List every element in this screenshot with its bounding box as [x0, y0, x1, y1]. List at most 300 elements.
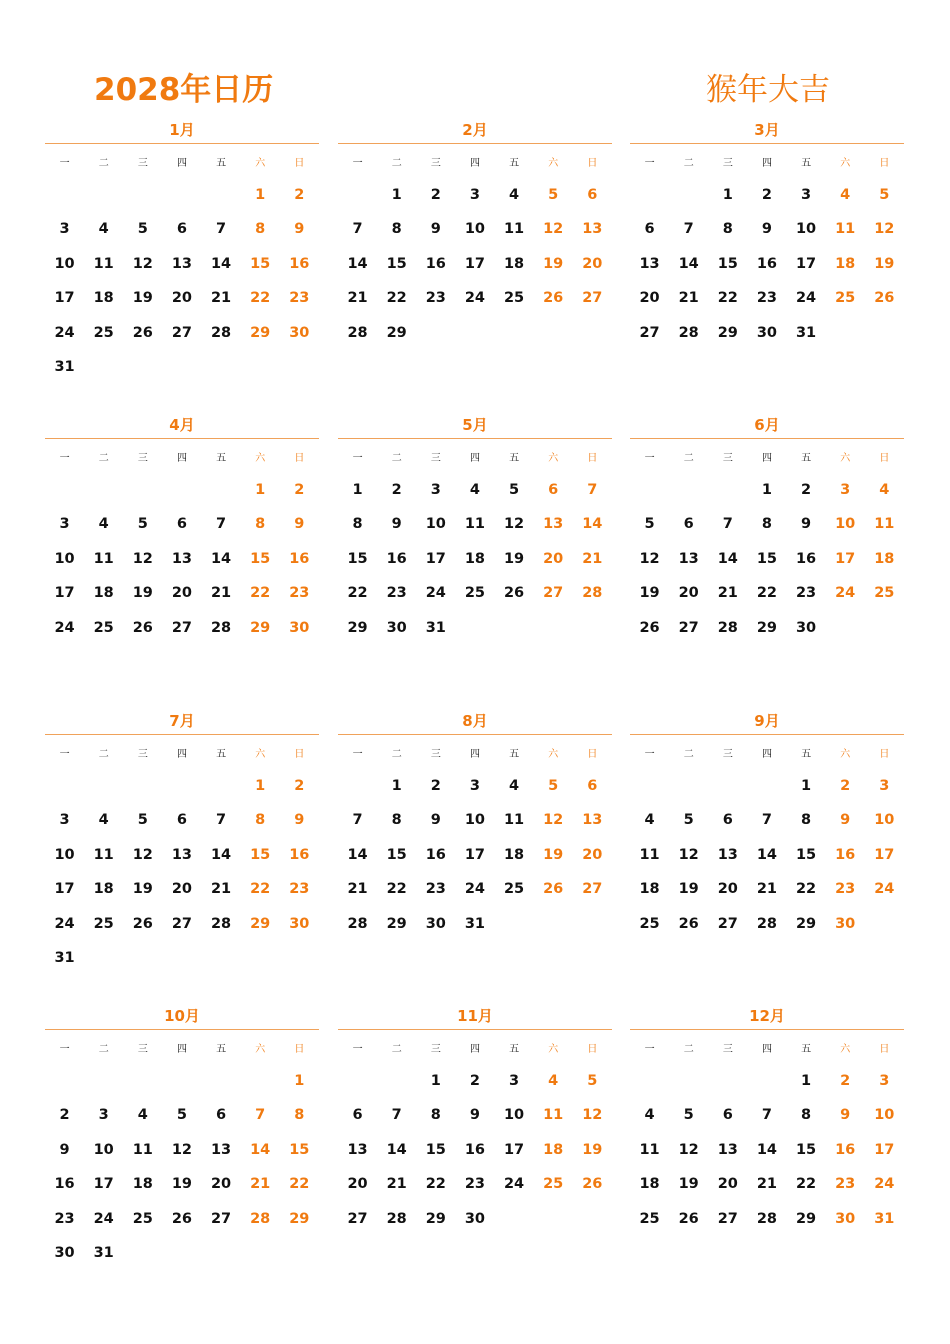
calendar-day: 1 [391, 187, 402, 203]
weekday-label: 日 [294, 157, 305, 169]
weekday-label: 二 [683, 1043, 694, 1055]
empty-cell [241, 1064, 280, 1098]
weekend-day: 13 [582, 812, 603, 829]
calendar-day: 2 [59, 1107, 70, 1124]
days-grid [338, 473, 612, 645]
calendar-day: 16 [386, 550, 407, 567]
calendar-day: 28 [678, 324, 699, 341]
weekday-label: 一 [352, 748, 363, 760]
calendar-day: 22 [347, 585, 368, 602]
calendar-day: 10 [54, 550, 75, 567]
calendar-day: 10 [464, 812, 486, 829]
calendar-day: 17 [795, 255, 817, 272]
weekend-day: 12 [582, 1107, 603, 1124]
calendar-day: 3 [430, 482, 441, 498]
calendar-day: 19 [678, 881, 699, 898]
weekend-day: 23 [835, 881, 856, 898]
weekday-label: 四 [176, 157, 187, 169]
calendar-day: 23 [54, 1210, 75, 1227]
weekend-day: 26 [543, 290, 564, 307]
weekday-label: 三 [430, 157, 441, 169]
weekday-label: 一 [644, 452, 655, 464]
weekday-label: 六 [840, 748, 851, 760]
calendar-day: 16 [54, 1176, 75, 1193]
calendar-day: 31 [425, 619, 446, 636]
calendar-day: 12 [171, 1141, 193, 1158]
weekday-label: 六 [548, 157, 559, 169]
calendar-day: 11 [503, 812, 525, 829]
calendar-day: 30 [54, 1244, 75, 1261]
empty-cell [202, 473, 241, 507]
weekend-day: 9 [294, 812, 305, 829]
calendar-day: 12 [639, 550, 660, 567]
calendar-day: 27 [171, 619, 193, 636]
calendar-day: 2 [430, 187, 441, 203]
weekend-day: 9 [840, 812, 851, 829]
weekday-label: 三 [430, 452, 441, 464]
weekday-label: 四 [176, 1043, 187, 1055]
calendar-day: 1 [801, 1073, 812, 1089]
calendar-day: 6 [352, 1107, 363, 1124]
days-grid [338, 769, 612, 941]
calendar-day: 31 [93, 1244, 114, 1261]
calendar-day: 6 [683, 516, 694, 533]
weekend-day: 3 [879, 778, 890, 794]
weekend-day: 11 [874, 516, 895, 533]
calendar-day: 24 [54, 619, 75, 636]
month-name: 10月 [164, 1007, 200, 1025]
calendar-day: 13 [639, 255, 660, 272]
weekday-label: 三 [137, 452, 148, 464]
weekend-day: 23 [289, 290, 310, 307]
weekend-day: 24 [874, 1176, 895, 1193]
weekday-label: 一 [352, 1043, 363, 1055]
calendar-day: 22 [717, 290, 738, 307]
calendar-day: 4 [509, 187, 520, 203]
weekend-day: 15 [250, 255, 271, 272]
weekday-label: 四 [469, 452, 480, 464]
calendar-day: 20 [171, 585, 193, 602]
calendar-day: 26 [503, 585, 525, 602]
month-name: 4月 [169, 416, 195, 434]
calendar-day: 27 [717, 1210, 738, 1227]
calendar-day: 8 [761, 516, 772, 533]
weekend-day: 28 [582, 585, 603, 602]
weekend-day: 17 [835, 550, 856, 567]
empty-cell [708, 473, 747, 507]
calendar-day: 24 [464, 881, 486, 898]
calendar-day: 25 [93, 915, 114, 932]
empty-cell [630, 178, 669, 212]
month-name: 7月 [169, 712, 195, 730]
calendar-day: 17 [503, 1141, 525, 1158]
calendar-day: 19 [132, 881, 153, 898]
weekend-day: 12 [543, 221, 564, 238]
weekend-day: 18 [543, 1141, 564, 1158]
weekend-day: 13 [582, 221, 603, 238]
weekday-header [45, 439, 319, 473]
calendar-day: 25 [639, 915, 660, 932]
weekend-day: 19 [582, 1141, 603, 1158]
weekday-label: 日 [587, 157, 598, 169]
weekend-day: 9 [294, 221, 305, 238]
weekday-label: 三 [722, 748, 733, 760]
weekend-day: 1 [294, 1073, 305, 1089]
calendar-day: 7 [216, 516, 227, 533]
calendar-day: 17 [464, 846, 486, 863]
calendar-day: 30 [756, 324, 778, 341]
weekday-label: 一 [59, 748, 70, 760]
weekend-day: 15 [250, 846, 271, 863]
calendar-day: 16 [795, 550, 817, 567]
calendar-day: 13 [171, 255, 193, 272]
days-grid [338, 1064, 612, 1236]
weekday-label: 一 [644, 1043, 655, 1055]
month-name: 11月 [457, 1007, 493, 1025]
weekday-label: 日 [294, 1043, 305, 1055]
calendar-day: 27 [171, 915, 193, 932]
weekend-day: 31 [874, 1210, 895, 1227]
weekend-day: 2 [294, 778, 305, 794]
weekend-day: 26 [543, 881, 564, 898]
calendar-day: 29 [795, 915, 817, 932]
calendar-day: 11 [93, 550, 114, 567]
calendar-day: 24 [503, 1176, 525, 1193]
calendar-day: 4 [98, 516, 109, 533]
calendar-day: 19 [639, 585, 660, 602]
calendar-day: 1 [391, 778, 402, 794]
calendar-day: 23 [386, 585, 407, 602]
calendar-day: 4 [98, 221, 109, 238]
empty-cell [84, 473, 123, 507]
weekday-label: 日 [294, 748, 305, 760]
calendar-day: 7 [352, 221, 363, 238]
calendar-day: 16 [425, 846, 446, 863]
calendar-day: 22 [386, 290, 407, 307]
weekday-label: 三 [722, 452, 733, 464]
weekday-header [338, 439, 612, 473]
calendar-day: 1 [722, 187, 733, 203]
weekend-day: 4 [840, 187, 851, 203]
month-block [338, 708, 612, 941]
calendar-day: 15 [386, 846, 407, 863]
weekend-day: 21 [582, 550, 603, 567]
weekend-day: 7 [255, 1107, 266, 1124]
calendar-day: 29 [756, 619, 778, 636]
weekday-label: 三 [430, 1043, 441, 1055]
calendar-day: 31 [54, 358, 75, 375]
calendar-day: 25 [132, 1210, 153, 1227]
weekend-day: 17 [874, 1141, 895, 1158]
weekend-day: 1 [255, 187, 266, 203]
calendar-day: 20 [210, 1176, 232, 1193]
empty-cell [202, 769, 241, 803]
days-grid [630, 1064, 904, 1236]
weekend-day: 10 [874, 812, 895, 829]
month-block [45, 708, 319, 975]
weekend-day: 17 [874, 846, 895, 863]
weekend-day: 1 [255, 778, 266, 794]
weekend-day: 3 [879, 1073, 890, 1089]
calendar-day: 4 [644, 812, 655, 829]
calendar-day: 20 [639, 290, 660, 307]
calendar-day: 22 [425, 1176, 446, 1193]
weekday-label: 三 [722, 157, 733, 169]
calendar-day: 28 [210, 915, 232, 932]
weekday-label: 六 [840, 1043, 851, 1055]
calendar-day: 13 [210, 1141, 232, 1158]
calendar-day: 6 [722, 1107, 733, 1124]
weekend-day: 23 [289, 585, 310, 602]
month-name: 12月 [749, 1007, 785, 1025]
calendar-title: 2028年日历 [94, 72, 274, 108]
weekday-label: 四 [176, 452, 187, 464]
empty-cell [84, 178, 123, 212]
calendar-day: 31 [795, 324, 817, 341]
calendar-day: 15 [717, 255, 738, 272]
weekend-day: 20 [543, 550, 564, 567]
calendar-day: 20 [678, 585, 699, 602]
calendar-day: 23 [425, 290, 446, 307]
empty-cell [338, 178, 377, 212]
weekend-day: 30 [289, 324, 310, 341]
calendar-day: 23 [464, 1176, 486, 1193]
calendar-day: 18 [93, 290, 114, 307]
empty-cell [45, 769, 84, 803]
weekday-label: 五 [216, 1043, 227, 1055]
calendar-day: 14 [347, 255, 368, 272]
calendar-day: 25 [93, 324, 114, 341]
calendar-day: 19 [132, 290, 153, 307]
calendar-day: 28 [756, 915, 778, 932]
days-grid [630, 178, 904, 350]
weekend-day: 18 [835, 255, 856, 272]
month-block [338, 1003, 612, 1236]
weekday-label: 日 [879, 748, 890, 760]
calendar-greeting: 猴年大吉 [706, 72, 830, 108]
calendar-day: 3 [469, 778, 480, 794]
calendar-day: 27 [717, 915, 738, 932]
calendar-day: 12 [678, 1141, 699, 1158]
weekend-day: 15 [289, 1141, 310, 1158]
days-grid [338, 178, 612, 350]
weekend-day: 19 [874, 255, 895, 272]
weekday-label: 六 [548, 1043, 559, 1055]
calendar-day: 24 [54, 915, 75, 932]
calendar-day: 19 [503, 550, 525, 567]
weekday-label: 五 [216, 452, 227, 464]
calendar-day: 31 [464, 915, 486, 932]
weekday-label: 二 [391, 157, 402, 169]
calendar-day: 27 [171, 324, 193, 341]
calendar-day: 3 [469, 187, 480, 203]
calendar-day: 27 [347, 1210, 368, 1227]
calendar-day: 21 [717, 585, 738, 602]
weekend-day: 6 [587, 778, 598, 794]
calendar-day: 5 [176, 1107, 187, 1124]
weekday-label: 五 [801, 157, 812, 169]
calendar-day: 6 [644, 221, 655, 238]
weekend-day: 22 [250, 881, 271, 898]
calendar-day: 21 [347, 290, 368, 307]
calendar-day: 18 [93, 881, 114, 898]
calendar-day: 25 [464, 585, 486, 602]
calendar-day: 15 [425, 1141, 446, 1158]
weekend-day: 30 [289, 619, 310, 636]
weekend-day: 27 [543, 585, 564, 602]
month-block [630, 708, 904, 941]
weekend-day: 29 [250, 324, 271, 341]
month-block [630, 412, 904, 645]
calendar-day: 14 [717, 550, 738, 567]
empty-cell [669, 769, 708, 803]
calendar-day: 30 [386, 619, 407, 636]
weekday-label: 三 [137, 748, 148, 760]
weekday-label: 三 [430, 748, 441, 760]
calendar-day: 29 [425, 1210, 446, 1227]
calendar-day: 16 [425, 255, 446, 272]
calendar-day: 8 [352, 516, 363, 533]
calendar-day: 14 [347, 846, 368, 863]
weekday-label: 日 [879, 452, 890, 464]
empty-cell [45, 473, 84, 507]
weekend-day: 16 [289, 550, 310, 567]
weekday-label: 一 [352, 452, 363, 464]
calendar-day: 2 [391, 482, 402, 498]
calendar-day: 16 [464, 1141, 486, 1158]
weekday-label: 五 [216, 748, 227, 760]
weekend-day: 4 [879, 482, 890, 498]
month-name: 2月 [462, 121, 488, 139]
weekend-day: 23 [835, 1176, 856, 1193]
calendar-day: 3 [509, 1073, 520, 1089]
weekday-label: 二 [391, 748, 402, 760]
weekend-day: 26 [874, 290, 895, 307]
calendar-day: 14 [210, 550, 232, 567]
weekday-label: 二 [683, 452, 694, 464]
calendar-day: 7 [352, 812, 363, 829]
calendar-day: 5 [137, 221, 148, 238]
calendar-day: 26 [678, 915, 699, 932]
weekday-label: 日 [587, 1043, 598, 1055]
weekday-label: 日 [294, 452, 305, 464]
empty-cell [123, 473, 162, 507]
calendar-day: 31 [54, 949, 75, 966]
calendar-day: 29 [717, 324, 738, 341]
calendar-day: 18 [639, 881, 660, 898]
calendar-day: 6 [722, 812, 733, 829]
calendar-day: 2 [801, 482, 812, 498]
calendar-day: 13 [717, 1141, 738, 1158]
weekday-label: 日 [879, 1043, 890, 1055]
weekday-header [45, 735, 319, 769]
calendar-day: 2 [430, 778, 441, 794]
calendar-day: 24 [93, 1210, 114, 1227]
calendar-day: 21 [210, 585, 232, 602]
calendar-day: 16 [756, 255, 778, 272]
calendar-day: 20 [717, 881, 738, 898]
days-grid [45, 178, 319, 384]
calendar-day: 15 [756, 550, 778, 567]
weekday-label: 日 [879, 157, 890, 169]
calendar-day: 11 [464, 516, 486, 533]
calendar-day: 25 [639, 1210, 660, 1227]
calendar-day: 17 [425, 550, 446, 567]
calendar-day: 9 [469, 1107, 480, 1124]
days-grid [45, 769, 319, 975]
calendar-day: 20 [347, 1176, 368, 1193]
calendar-day: 28 [347, 915, 368, 932]
weekend-day: 20 [582, 846, 603, 863]
weekend-day: 29 [289, 1210, 310, 1227]
weekend-day: 27 [582, 290, 603, 307]
weekend-day: 2 [294, 482, 305, 498]
calendar-day: 11 [93, 846, 114, 863]
month-block [630, 117, 904, 350]
calendar-day: 26 [639, 619, 660, 636]
calendar-day: 7 [761, 1107, 772, 1124]
calendar-day: 20 [171, 290, 193, 307]
weekend-day: 6 [548, 482, 559, 498]
weekend-day: 4 [548, 1073, 559, 1089]
calendar-day: 28 [347, 324, 368, 341]
calendar-day: 12 [503, 516, 525, 533]
empty-cell [84, 1064, 123, 1098]
month-name: 5月 [462, 416, 488, 434]
weekend-day: 22 [250, 290, 271, 307]
weekend-day: 11 [543, 1107, 564, 1124]
weekday-header [630, 735, 904, 769]
empty-cell [45, 178, 84, 212]
calendar-day: 23 [795, 585, 817, 602]
calendar-day: 5 [683, 1107, 694, 1124]
calendar-day: 7 [761, 812, 772, 829]
weekend-day: 15 [250, 550, 271, 567]
empty-cell [45, 1064, 84, 1098]
weekday-header [45, 144, 319, 178]
weekday-label: 三 [137, 1043, 148, 1055]
calendar-day: 7 [216, 812, 227, 829]
calendar-day: 7 [722, 516, 733, 533]
weekend-day: 25 [835, 290, 856, 307]
calendar-day: 29 [386, 324, 407, 341]
calendar-day: 8 [391, 221, 402, 238]
calendar-day: 15 [347, 550, 368, 567]
weekend-day: 25 [543, 1176, 564, 1193]
calendar-day: 25 [503, 881, 525, 898]
calendar-day: 19 [132, 585, 153, 602]
calendar-day: 25 [93, 619, 114, 636]
weekend-day: 10 [835, 516, 856, 533]
weekday-label: 四 [469, 157, 480, 169]
weekend-day: 18 [874, 550, 895, 567]
calendar-day: 29 [347, 619, 368, 636]
weekend-day: 21 [250, 1176, 271, 1193]
calendar-day: 9 [761, 221, 772, 238]
calendar-day: 8 [801, 1107, 812, 1124]
calendar-day: 9 [430, 221, 441, 238]
calendar-day: 1 [430, 1073, 441, 1089]
month-block [45, 117, 319, 384]
weekend-day: 27 [582, 881, 603, 898]
weekday-header [45, 1030, 319, 1064]
weekday-label: 五 [509, 748, 520, 760]
calendar-day: 28 [210, 324, 232, 341]
calendar-day: 24 [425, 585, 446, 602]
weekend-day: 28 [250, 1210, 271, 1227]
calendar-day: 8 [801, 812, 812, 829]
calendar-day: 26 [132, 324, 153, 341]
